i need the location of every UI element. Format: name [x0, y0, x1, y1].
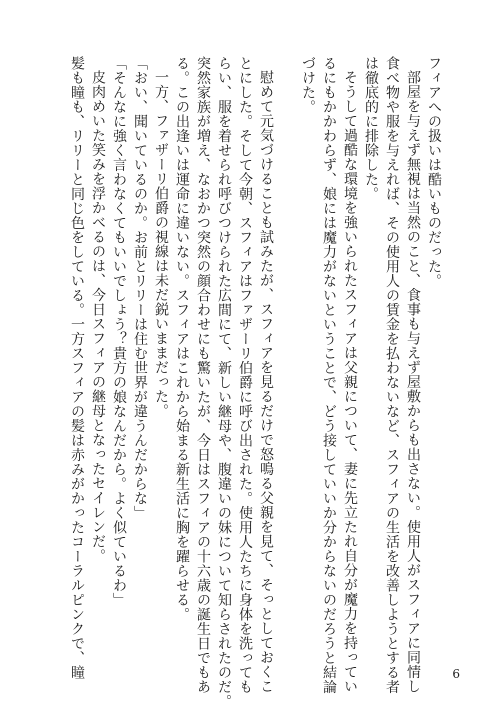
body-text [34, 56, 444, 709]
text-line: 突然家族が増え、なおかつ突然の顔合わせにも驚いたが、今日はスフィアの十六歳の誕生日でもあ [195, 56, 211, 694]
text-line: そうして過酷な環境を強いられたスフィアは父親について、妻に先立たれ自分が魔力を持ってい [342, 70, 358, 694]
text-line: る。この出逢いは運命に違いない。スフィアはこれから始まる新生活に胸を躍らせる。 [174, 56, 190, 622]
text-line: らい、服を着せられ呼びつけられた広間にて、新しい継母や、腹違いの妹について知らされたのだ。 [216, 56, 232, 709]
text-line: 皮肉めいた笑みを浮かべるのは、今日スフィアの継母となったセイレンだ。 [90, 70, 106, 563]
text-line: とにした。そして今朝、スフィアはファザーリ伯爵に呼び出された。使用人たちに身体を洗っても [237, 56, 253, 694]
text-line: は徹底的に排除した。 [363, 56, 379, 201]
page-number: 6 [452, 667, 460, 681]
text-line: フィアへの扱いは酷いものだった。 [426, 56, 442, 288]
text-line: 部屋を与えず無視は当然のこと、食事も与えず屋敷からも出さない。使用人がスフィアに同情し [405, 70, 421, 694]
text-line: るにもかかわらず、娘には魔力がないということで、どう接していいか分からないのだろうと結論 [321, 56, 337, 694]
text-line: 一方、ファザーリ伯爵の視線は未だ鋭いままだった。 [153, 70, 169, 418]
text-line: 慰めて元気づけることも試みたが、スフィアを見るだけで怒鳴る父親を見て、そっとしておくこ [258, 70, 274, 694]
text-line: 「そんなに強く言わなくてもいいでしょう？貴方の娘なんだから。よく似ているわ」 [111, 56, 127, 607]
text-line: 食べ物や服を与えれば、その使用人の賃金を払わないなど、スフィアの生活を改善しようとする者 [384, 56, 400, 694]
text-line: づけた。 [300, 56, 316, 114]
text-line: 「おい、聞いているのか。お前とリリーは住む世界が違うんだからな」 [132, 56, 148, 520]
text-line: 髪も瞳も、リリーと同じ色をしている。一方スフィアの髪は赤みがかったコーラルピンクで、瞳 [69, 56, 85, 680]
